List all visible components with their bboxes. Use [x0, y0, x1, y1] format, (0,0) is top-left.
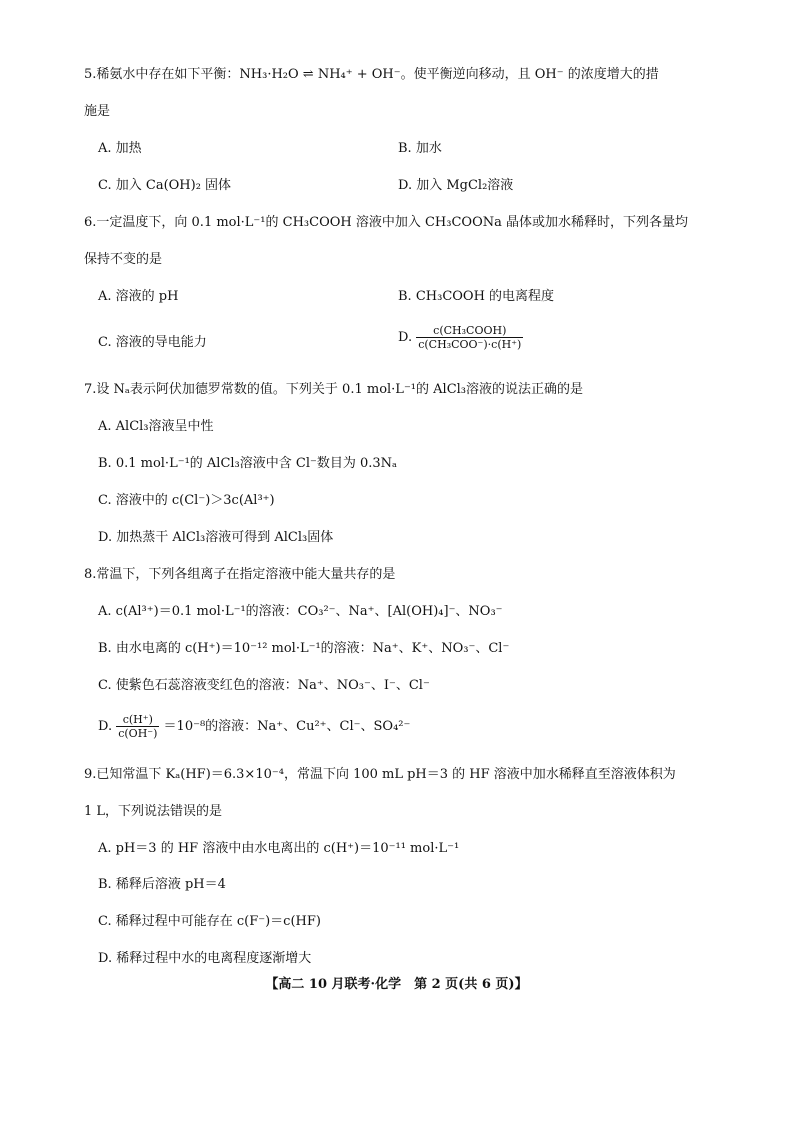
q9-option-b: B. 稀释后溶液 pH＝4 — [98, 877, 226, 892]
q9-option-a: A. pH＝3 的 HF 溶液中由水电离出的 c(H⁺)＝10⁻¹¹ mol·L⁻¹ — [98, 841, 460, 856]
q7-stem: 7.设 Nₐ表示阿伏加德罗常数的值。下列关于 0.1 mol·L⁻¹的 AlCl₃溶液的说法正确的是 — [84, 382, 584, 397]
q8-option-c: C. 使紫色石蕊溶液变红色的溶液：Na⁺、NO₃⁻、I⁻、Cl⁻ — [98, 678, 430, 693]
q9-stem-line2: 1 L，下列说法错误的是 — [84, 804, 223, 819]
q6-stem-line1: 6.一定温度下，向 0.1 mol·L⁻¹的 CH₃COOH 溶液中加入 CH₃COONa 晶体或加水稀释时，下列各量均 — [84, 215, 688, 230]
q6-option-d — [398, 324, 523, 351]
q5-option-d: D. 加入 MgCl₂溶液 — [398, 178, 514, 193]
q6-stem-line2: 保持不变的是 — [84, 252, 163, 267]
q6-option-d-fraction — [416, 324, 523, 351]
q8-option-b: B. 由水电离的 c(H⁺)＝10⁻¹² mol·L⁻¹的溶液：Na⁺、K⁺、NO₃⁻、Cl⁻ — [98, 641, 510, 656]
q9-stem-line1: 9.已知常温下 Kₐ(HF)＝6.3×10⁻⁴，常温下向 100 mL pH＝3 的 HF 溶液中加水稀释直至溶液体积为 — [84, 767, 676, 782]
q9-option-d: D. 稀释过程中水的电离程度逐渐增大 — [98, 951, 312, 966]
fraction-denominator: c(CH₃COO⁻)·c(H⁺) — [418, 338, 522, 351]
fraction-numerator: c(H⁺) — [116, 713, 159, 727]
q6-option-c: C. 溶液的导电能力 — [98, 335, 207, 350]
q5-option-b: B. 加水 — [398, 141, 442, 156]
page-footer: 【高二 10 月联考·化学 第 2 页(共 6 页)】 — [265, 977, 528, 992]
fraction-denominator: c(OH⁻) — [118, 727, 158, 740]
q6-option-a: A. 溶液的 pH — [98, 289, 179, 304]
q7-option-d: D. 加热蒸干 AlCl₃溶液可得到 AlCl₃固体 — [98, 530, 334, 545]
q5-stem-line2: 施是 — [84, 104, 111, 119]
q8-option-a: A. c(Al³⁺)＝0.1 mol·L⁻¹的溶液：CO₃²⁻、Na⁺、[Al(OH)₄]⁻、NO₃⁻ — [98, 604, 503, 619]
q9-option-c: C. 稀释过程中可能存在 c(F⁻)＝c(HF) — [98, 914, 321, 929]
q8-option-d — [98, 713, 410, 740]
q5-option-c: C. 加入 Ca(OH)₂ 固体 — [98, 178, 232, 193]
q5-option-a: A. 加热 — [98, 141, 142, 156]
q8-option-d-text: ＝10⁻⁸的溶液：Na⁺、Cu²⁺、Cl⁻、SO₄²⁻ — [163, 719, 411, 734]
q7-option-b: B. 0.1 mol·L⁻¹的 AlCl₃溶液中含 Cl⁻数目为 0.3Nₐ — [98, 456, 398, 471]
q7-option-c: C. 溶液中的 c(Cl⁻)＞3c(Al³⁺) — [98, 493, 275, 508]
fraction-numerator: c(CH₃COOH) — [416, 324, 523, 338]
q5-stem-line1: 5.稀氨水中存在如下平衡：NH₃·H₂O ⇌ NH₄⁺ + OH⁻。使平衡逆向移动，且 OH⁻ 的浓度增大的措 — [84, 67, 659, 82]
q8-stem: 8.常温下，下列各组离子在指定溶液中能大量共存的是 — [84, 567, 396, 582]
q7-option-a: A. AlCl₃溶液呈中性 — [98, 419, 214, 434]
q6-option-b: B. CH₃COOH 的电离程度 — [398, 289, 555, 304]
q6-option-d-label: D. — [398, 330, 413, 345]
q8-option-d-label: D. — [98, 719, 113, 734]
q8-option-d-fraction — [116, 713, 159, 740]
